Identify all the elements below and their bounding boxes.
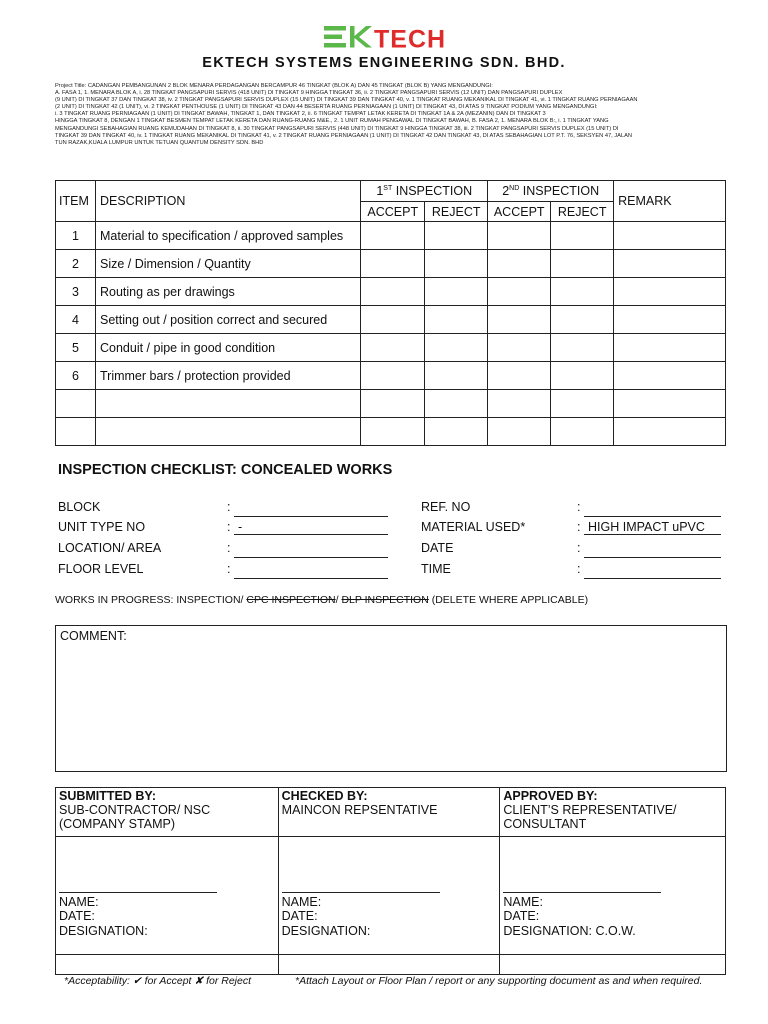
remark-cell[interactable] xyxy=(614,362,726,390)
first-accept-cell[interactable] xyxy=(361,390,425,418)
submitted-signature-line[interactable] xyxy=(59,892,217,893)
logo-e-bar-mid xyxy=(324,35,342,40)
first-reject-cell[interactable] xyxy=(425,306,488,334)
submitted-sub1: SUB-CONTRACTOR/ NSC xyxy=(59,803,211,817)
description-cell: Setting out / position correct and secured xyxy=(95,306,360,334)
acceptability-footnote: *Acceptability: ✔ for Accept ✘ for Reject xyxy=(64,975,252,987)
inspection-items-table xyxy=(55,180,726,446)
approved-sub1: CLIENT’S REPRESENTATIVE/ xyxy=(503,803,677,817)
checked-sign-cell[interactable] xyxy=(278,837,500,955)
unit-type-colon: : xyxy=(227,520,231,534)
table-row xyxy=(56,334,726,362)
table-row xyxy=(56,418,726,446)
submitted-designation: DESIGNATION: xyxy=(59,923,148,938)
time-label: TIME xyxy=(421,562,451,576)
second-accept-cell[interactable] xyxy=(488,306,551,334)
remark-cell[interactable] xyxy=(614,418,726,446)
first-reject-cell[interactable] xyxy=(425,334,488,362)
second-reject-cell[interactable] xyxy=(551,250,614,278)
material-colon: : xyxy=(577,520,581,534)
second-reject-header: REJECT xyxy=(551,202,614,222)
approved-designation: DESIGNATION: C.O.W. xyxy=(503,923,636,938)
first-accept-header: ACCEPT xyxy=(361,202,425,222)
time-colon: : xyxy=(577,562,581,576)
item-cell: 1 xyxy=(56,222,96,250)
date-field[interactable] xyxy=(584,557,721,558)
approved-footer-cell xyxy=(500,955,726,975)
approved-date: DATE: xyxy=(503,909,540,923)
checked-designation: DESIGNATION: xyxy=(281,923,371,938)
first-reject-cell[interactable] xyxy=(425,250,488,278)
second-accept-cell[interactable] xyxy=(488,278,551,306)
description-cell: Size / Dimension / Quantity xyxy=(95,250,360,278)
description-cell: Trimmer bars / protection provided xyxy=(95,362,360,390)
checklist-title: INSPECTION CHECKLIST: CONCEALED WORKS xyxy=(58,462,393,478)
table-row xyxy=(56,250,726,278)
first-reject-cell[interactable] xyxy=(425,390,488,418)
second-accept-cell[interactable] xyxy=(488,250,551,278)
works-sep: / xyxy=(335,594,342,606)
approved-sub2: CONSULTANT xyxy=(503,817,587,831)
table-row xyxy=(56,362,726,390)
attach-footnote: *Attach Layout or Floor Plan / report or any supporting document as and when required. xyxy=(295,975,703,987)
checked-signature-line[interactable] xyxy=(282,892,440,893)
submitted-title: SUBMITTED BY: xyxy=(59,789,156,803)
checked-title: CHECKED BY: xyxy=(281,789,368,803)
item-rows xyxy=(56,222,726,446)
second-reject-cell[interactable] xyxy=(551,306,614,334)
remark-cell[interactable] xyxy=(614,222,726,250)
second-accept-cell[interactable] xyxy=(488,418,551,446)
first-accept-cell[interactable] xyxy=(361,362,425,390)
location-label: LOCATION/ AREA xyxy=(58,541,162,555)
description-cell: Routing as per drawings xyxy=(95,278,360,306)
signature-table xyxy=(55,787,726,975)
approved-sign-cell[interactable] xyxy=(500,837,726,955)
first-accept-cell[interactable] xyxy=(361,222,425,250)
first-inspection-header xyxy=(361,181,488,202)
date-colon: : xyxy=(577,541,581,555)
first-reject-header: REJECT xyxy=(425,202,488,222)
comment-box[interactable] xyxy=(55,625,727,772)
date-label: DATE xyxy=(421,541,454,555)
block-colon: : xyxy=(227,500,231,514)
col-item-header: ITEM xyxy=(56,181,96,222)
checked-date: DATE: xyxy=(281,909,318,923)
table-row xyxy=(56,306,726,334)
table-row xyxy=(56,278,726,306)
remark-cell[interactable] xyxy=(614,250,726,278)
table-row xyxy=(56,222,726,250)
approved-name: NAME: xyxy=(503,894,543,909)
first-accept-cell[interactable] xyxy=(361,418,425,446)
submitted-sign-cell[interactable] xyxy=(56,837,279,955)
logo-k-arm xyxy=(355,26,373,48)
ref-no-label: REF. NO xyxy=(421,500,471,514)
second-accept-header: ACCEPT xyxy=(488,202,551,222)
remark-cell[interactable] xyxy=(614,390,726,418)
second-reject-cell[interactable] xyxy=(551,362,614,390)
approved-by-header xyxy=(500,788,726,837)
col-description-header: DESCRIPTION xyxy=(95,181,360,222)
first-accept-cell[interactable] xyxy=(361,306,425,334)
works-prefix: WORKS IN PROGRESS: INSPECTION/ xyxy=(55,594,247,606)
dlp-inspection-option[interactable]: DLP INSPECTION xyxy=(341,594,429,606)
checked-sub1: MAINCON REPSENTATIVE xyxy=(281,803,438,817)
block-field[interactable] xyxy=(234,516,388,517)
first-reject-cell[interactable] xyxy=(425,418,488,446)
works-in-progress-line xyxy=(55,594,588,606)
floor-field[interactable] xyxy=(234,578,388,579)
second-accept-cell[interactable] xyxy=(488,362,551,390)
first-reject-cell[interactable] xyxy=(425,278,488,306)
project-title: Project Title: CADANGAN PEMBANGUNAN 2 BLOK MENARA PERDAGANGAN BERCAMPUR 46 TINGKAT (BLOK A) DAN 45 TINGKAT (BLOK B) YANG MENGANDUNGI: A. FASA 1, 1. MENARA BLOK A, i. 28 TINGKAT PANGSAPURI SERVIS (418 UNIT) DI TINGKAT 9 HINGGA TINGKAT 36, ii. 2 TINGKAT PANGSAPURI SERVIS (12 UNIT) DAN PANGSAPURI DUPLEX (9 UNIT) DI TINGKAT 37 DAN TINGKAT 38, iv. 2 TINGKAT PANGSAPURI SERVIS DUPLEX (15 UNIT) DI TINGKAT 39 DAN TINGKAT 40, v. 1 TINGKAT RUANG MEKANIKAL DI TINGKAT 41, vi. 1 TINGKAT RUANG PERNIAGAAN (2 UNIT) DI TINGKAT 42 (1 UNIT), vi. 2 TINGKAT PENTHOUSE (1 UNIT) DI TINGKAT 43 DAN 44 BESERTA RUANG PERNIAGAAN (1 UNIT) DI TINGKAT 43, DI ATAS 9 TINGKAT PODIUM YANG MENGANDUNGI: i. 3 TINGKAT RUANG PERNIAGAAN (1 UNIT) DI TINGKAT BAWAH, TINGKAT 1, DAN TINGKAT 2, ii. 6 TINGKAT TEMPAT LETAK KERETA DI TINGKAT 1A & 2A (MEZANIN) DAN DI TINGKAT 3 HINGGA TINGKAT 8, DENGAN 1 TINGKAT BESMEN TEMPAT LETAK KERETA DAN RUANG-RUANG M&E., 2. 1 UNIT RUMAH PENGAWAL DI TINGKAT BAWAH, B. FASA 2, 1. MENARA BLOK B:, i. 1 TINGKAT YANG MENGANDUNGI SEBAHAGIAN RUANG KEMUDAHAN DI TINGKAT 8, ii. 30 TINGKAT PANGSAPURI SERVIS (448 UNIT) DI TINGKAT 9 HINGGA TINGKAT 38, iii. 2 TINGKAT PANGSAPURI SERVIS DUPLEX (15 UNIT) DI TINGKAT 39 DAN TINGKAT 40, iv. 1 TINGKAT RUANG MEKANIKAL DI TINGKAT 41, v. 2 TINGKAT RUANG PERNIAGAAN (1 UNIT) DI TINGKAT 42 DAN TINGKAT 43, DI ATAS SEBAHAGIAN LOT P.T. 76, SEKSYEN 47, JALAN TUN RAZAK,KUALA LUMPUR UNTUK TETUAN QUANTUM DENSITY SDN. BHD xyxy=(55,83,638,146)
second-accept-cell[interactable] xyxy=(488,390,551,418)
logo-k-stem xyxy=(350,26,355,48)
floor-colon: : xyxy=(227,562,231,576)
logo-e-bar-bot xyxy=(324,43,346,48)
logo-e-bar-top xyxy=(324,26,346,31)
submitted-by-header xyxy=(56,788,279,837)
approved-signature-line[interactable] xyxy=(503,892,661,893)
second-reject-cell[interactable] xyxy=(551,222,614,250)
second-reject-cell[interactable] xyxy=(551,390,614,418)
block-label: BLOCK xyxy=(58,500,101,514)
location-field[interactable] xyxy=(234,557,388,558)
first-accept-cell[interactable] xyxy=(361,278,425,306)
ref-no-colon: : xyxy=(577,500,581,514)
description-cell: Material to specification / approved samples xyxy=(95,222,360,250)
remark-cell[interactable] xyxy=(614,306,726,334)
material-label: MATERIAL USED* xyxy=(421,520,526,534)
first-reject-cell[interactable] xyxy=(425,362,488,390)
second-reject-cell[interactable] xyxy=(551,278,614,306)
description-cell xyxy=(95,390,360,418)
item-cell xyxy=(56,390,96,418)
company-name: EKTECH SYSTEMS ENGINEERING SDN. BHD. xyxy=(202,55,566,71)
first-inspection-label: INSPECTION xyxy=(395,184,473,198)
second-reject-cell[interactable] xyxy=(551,334,614,362)
remark-cell[interactable] xyxy=(614,278,726,306)
description-cell: Conduit / pipe in good condition xyxy=(95,334,360,362)
logo-tech-text: TECH xyxy=(374,25,447,54)
description-cell xyxy=(95,418,360,446)
submitted-date: DATE: xyxy=(59,909,95,923)
item-cell: 3 xyxy=(56,278,96,306)
item-cell: 4 xyxy=(56,306,96,334)
second-inspection-header xyxy=(488,181,614,202)
first-accept-cell[interactable] xyxy=(361,250,425,278)
item-cell: 2 xyxy=(56,250,96,278)
table-row xyxy=(56,390,726,418)
location-colon: : xyxy=(227,541,231,555)
second-accept-cell[interactable] xyxy=(488,222,551,250)
item-cell: 6 xyxy=(56,362,96,390)
ref-no-field[interactable] xyxy=(584,516,721,517)
second-accept-cell[interactable] xyxy=(488,334,551,362)
checked-footer-cell xyxy=(278,955,500,975)
ektech-logo xyxy=(320,20,456,54)
first-accept-cell[interactable] xyxy=(361,334,425,362)
checked-by-header xyxy=(278,788,500,837)
col-remark-header: REMARK xyxy=(614,181,726,222)
comment-label: COMMENT: xyxy=(60,629,127,643)
item-cell: 5 xyxy=(56,334,96,362)
unit-type-field[interactable]: - xyxy=(234,520,388,535)
first-inspection-sup: ST xyxy=(383,184,393,192)
remark-cell[interactable] xyxy=(614,334,726,362)
second-inspection-sup: ND xyxy=(509,184,520,192)
submitted-footer-cell xyxy=(56,955,279,975)
material-field[interactable]: HIGH IMPACT uPVC xyxy=(584,520,721,535)
time-field[interactable] xyxy=(584,578,721,579)
first-reject-cell[interactable] xyxy=(425,222,488,250)
checked-name: NAME: xyxy=(281,894,322,909)
works-suffix: (DELETE WHERE APPLICABLE) xyxy=(428,594,589,606)
floor-label: FLOOR LEVEL xyxy=(58,562,144,576)
second-reject-cell[interactable] xyxy=(551,418,614,446)
cpc-inspection-option[interactable]: CPC INSPECTION xyxy=(246,594,336,606)
item-cell xyxy=(56,418,96,446)
submitted-name: NAME: xyxy=(59,894,99,909)
second-inspection-label: INSPECTION xyxy=(522,184,600,198)
submitted-sub2: (COMPANY STAMP) xyxy=(59,817,175,831)
unit-type-label: UNIT TYPE NO xyxy=(58,520,146,534)
approved-title: APPROVED BY: xyxy=(503,789,598,803)
second-inspection-num: 2 xyxy=(502,184,510,198)
first-inspection-num: 1 xyxy=(376,184,384,198)
